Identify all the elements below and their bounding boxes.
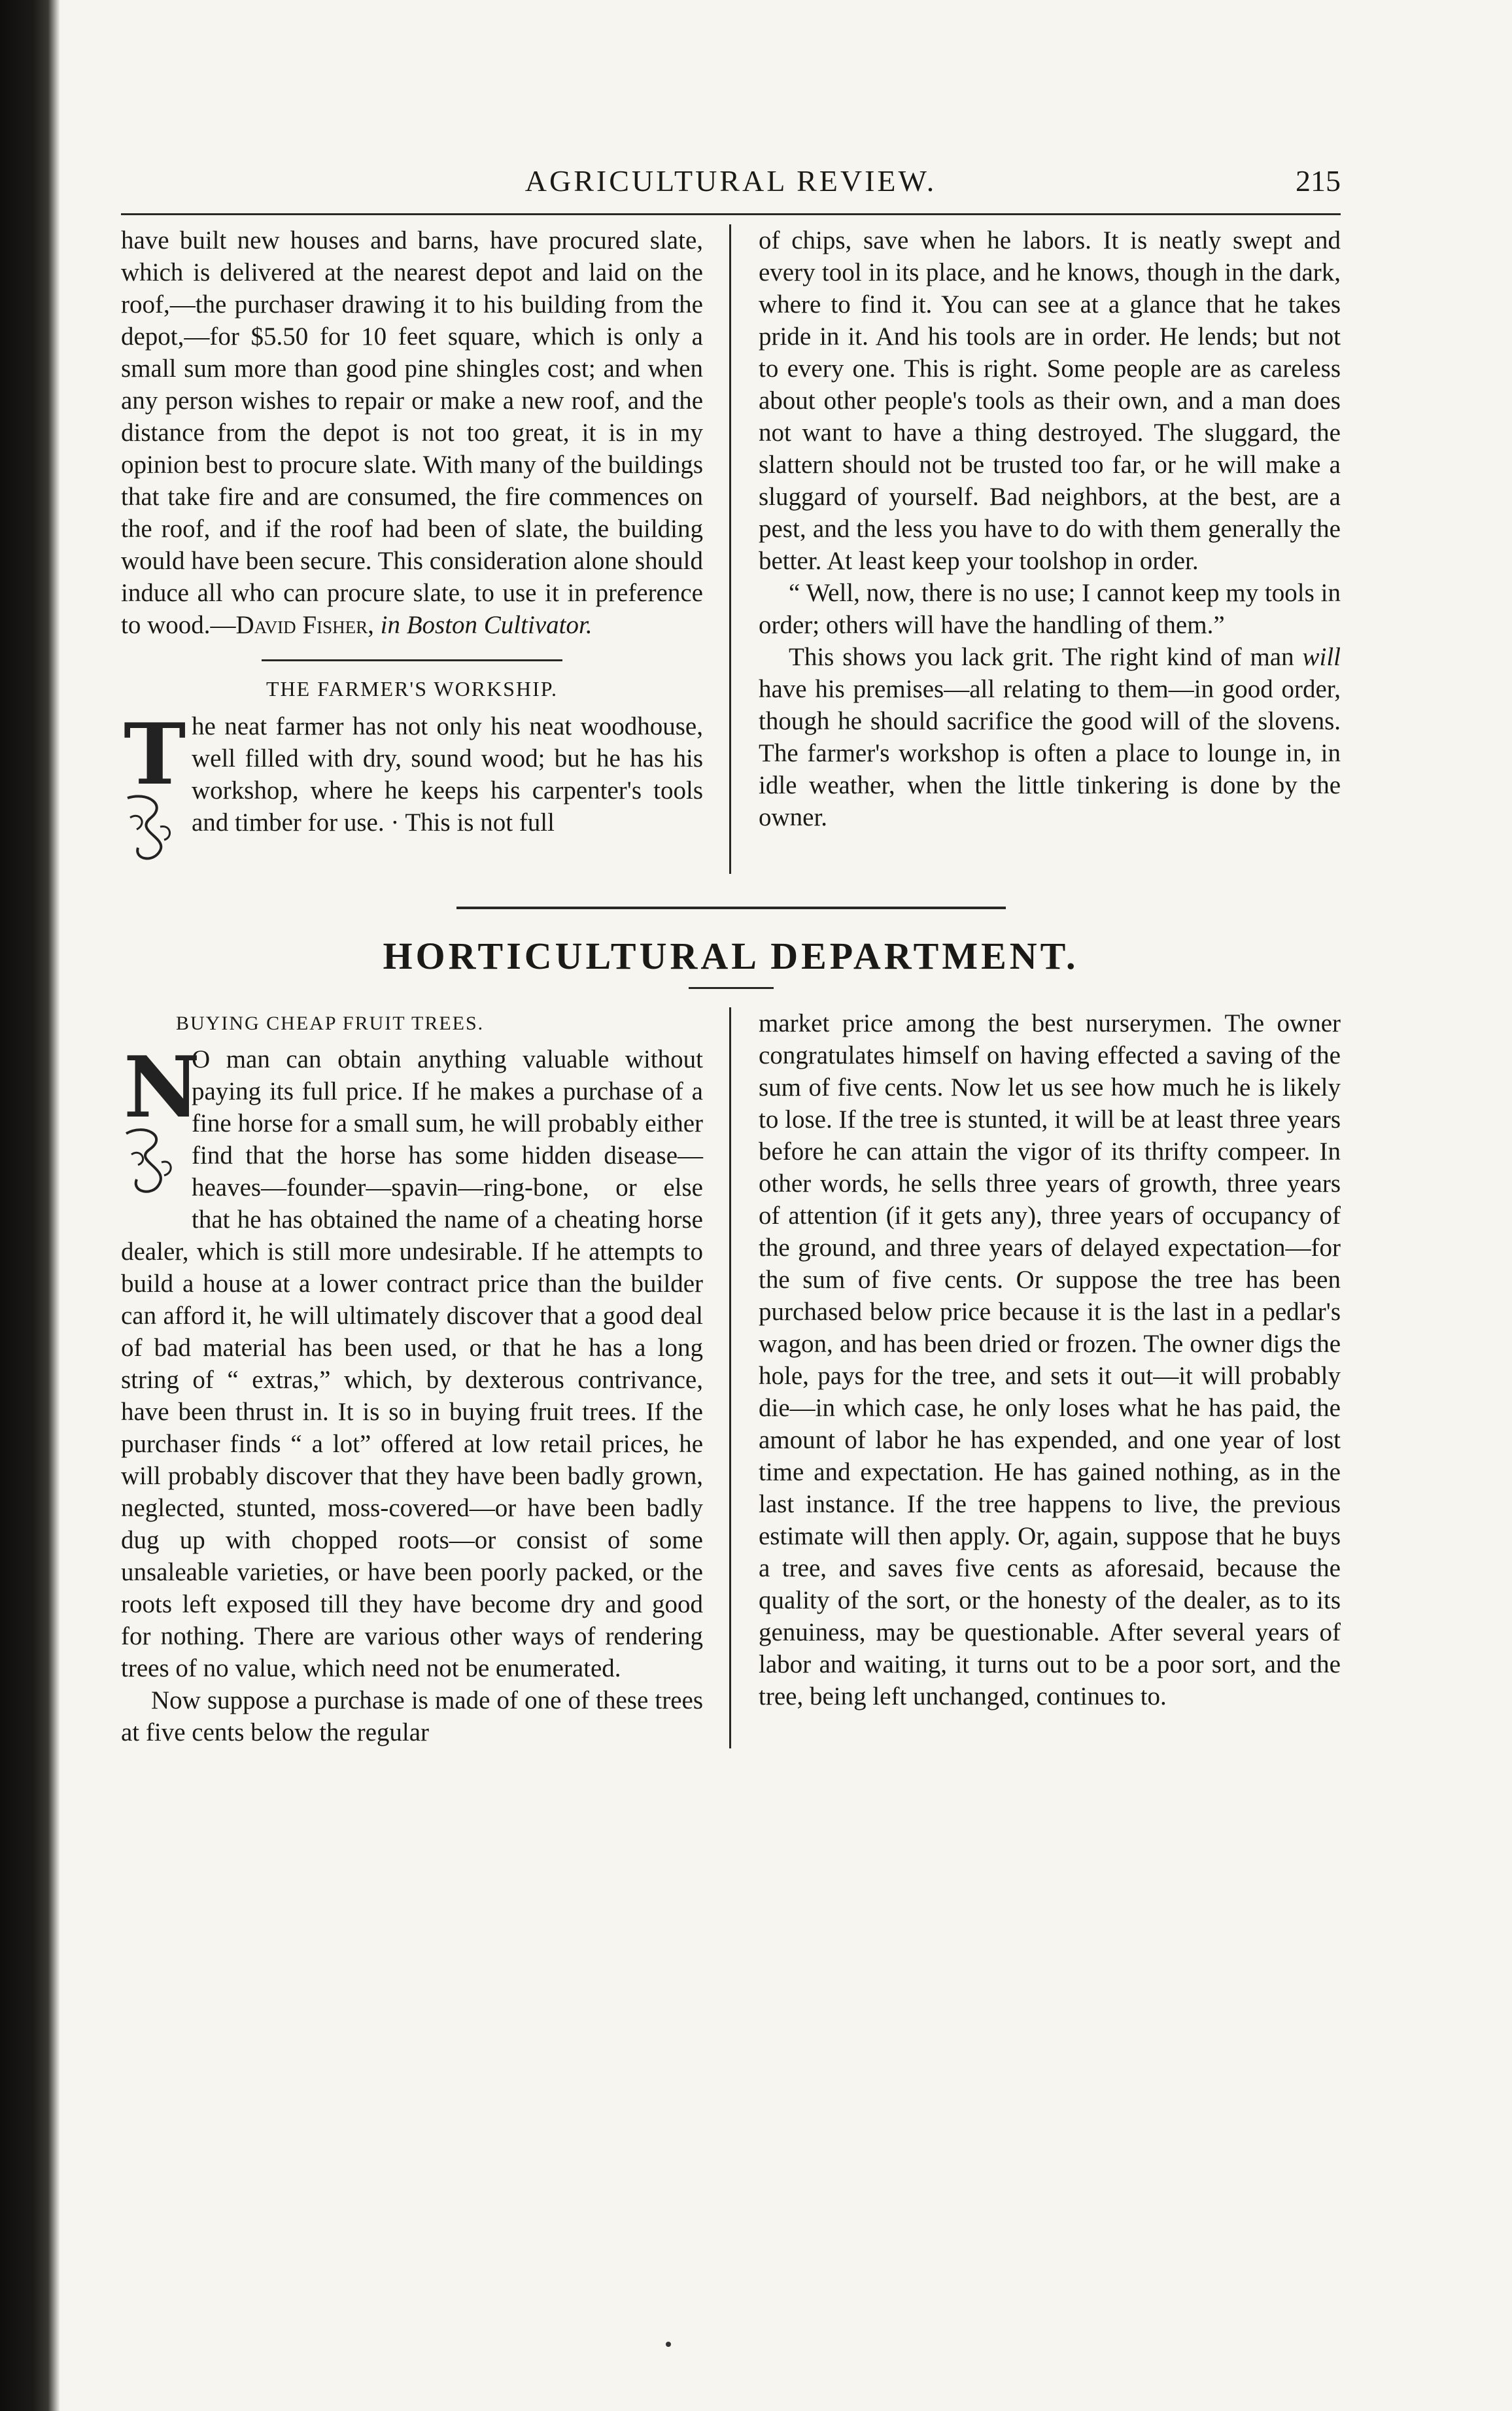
column-divider — [729, 1007, 731, 1748]
signature-author: —David Fisher, — [210, 611, 374, 639]
fruit-trees-paragraph-right: market price among the best nurserymen. The owner congratulates himself on having effected a saving of the sum of five cents. Now let us see how much he is likely to lose. If the tree is stunted, it will be at least three years before he can attain the vigor of its thrifty compeer. In other words, he sells three years of growth, three years of attention (if it gets any), three years of occupancy of the ground, and three years of delayed expectation—for the sum of five cents. Or suppose the tree has been purchased below price because it is the last in a pedlar's wagon, and has been dried or frozen. The owner digs the hole, pays for the tree, and sets it out—it will probably die—in which case, he only loses what he has paid, the amount of labor he has expended, and one year of lost time and expectation. He has gained nothing, as in the last instance. If the tree happens to live, the previous estimate will then apply. Or, again, suppose that he buys a tree, and saves five cents as aforesaid, because the quality of the sort, or the honesty of the dealer, as to its genuiness, may be questionable. After several years of labor and waiting, it turns out to be a poor sort, and the tree, being left unchanged, continues to. — [759, 1009, 1341, 1710]
flourish-icon — [121, 791, 181, 870]
ornamental-initial-t — [121, 706, 186, 874]
column-divider — [729, 224, 731, 874]
bottom-right-column — [759, 1007, 1341, 1748]
signature-source: in Boston Cultivator. — [373, 611, 593, 639]
section-divider — [262, 659, 562, 661]
page-mark — [666, 2342, 671, 2347]
department-underline — [689, 987, 774, 989]
slate-paragraph-text: have built new houses and barns, have procured slate, which is delivered at the nearest depot and laid on the roof,—the purchaser drawing it to his building from the depot,—for $5.50 for 10 feet square, which is only a small sum more than good pine shingles cost; and when any person wishes to repair or make a new roof, and the distance from the depot is not too great, it is in my opinion best to procure slate. With many of the buildings that take fire and are consumed, the fire commences on the roof, and if the roof had been of slate, the building would have been secure. This consideration alone should induce all who can procure slate, to use it in preference to wood. — [121, 226, 703, 639]
tools-paragraph-3-italic: will — [1302, 643, 1341, 671]
page — [121, 164, 1341, 1748]
department-rule — [456, 907, 1006, 909]
department-title: HORTICULTURAL DEPARTMENT. — [383, 935, 1079, 977]
workship-title: THE FARMER'S WORKSHIP. — [266, 677, 558, 701]
binding-edge — [0, 0, 60, 2411]
workship-text: he neat farmer has not only his neat woodhouse, well filled with dry, sound wood; but he has his workshop, where he keeps his carpenter's tools and timber for use. · This is not full — [192, 712, 703, 837]
ornamental-initial-n — [121, 1039, 200, 1207]
column-gutter-bottom — [703, 1007, 759, 1748]
top-columns — [121, 224, 1341, 874]
page-number: 215 — [1296, 164, 1341, 198]
top-right-column — [759, 224, 1341, 874]
column-gutter-top — [703, 224, 759, 874]
fruit-trees-paragraph-1: O man can obtain anything valuable without paying its full price. If he makes a purchase of a fine horse for a small sum, he will probably either find that the horse has some hidden disease—heaves—founder—spavin—ring-bone, or else that he has obtained the name of a cheating horse dealer, which is still more undesirable. If he attempts to build a house at a lower contract price than the builder can afford it, he will ultimately discover that a good deal of bad material has been used, or that he has a long string of “ extras,” which, by dexterous contrivance, have been thrust in. It is so in buying fruit trees. If the purchaser finds “ a lot” offered at low retail prices, he will probably discover that they have been badly grown, neglected, stunted, moss-covered—or have been badly dug up with chopped roots—or consist of some unsaleable varieties, or have been poorly packed, or the roots left exposed till they have become dry and good for nothing. There are various other ways of rendering trees of no value, which need not be enumerated. — [121, 1045, 703, 1682]
running-title: AGRICULTURAL REVIEW. — [524, 164, 937, 198]
dropcap-letter-n: N — [124, 1039, 200, 1137]
fruit-trees-paragraph-2: Now suppose a purchase is made of one of these trees at five cents below the regular — [121, 1686, 703, 1746]
fruit-trees-title: BUYING CHEAP FRUIT TREES. — [176, 1013, 485, 1034]
dropcap-letter: T — [124, 706, 186, 804]
bottom-columns — [121, 1007, 1341, 1748]
tools-paragraph-3 — [759, 641, 1341, 833]
workship-body — [121, 706, 703, 839]
tools-paragraph-3-a: This shows you lack grit. The right kind of man — [789, 643, 1303, 671]
flourish-icon — [121, 1124, 181, 1203]
slate-paragraph — [121, 224, 703, 641]
header-rule — [121, 213, 1341, 215]
top-left-column — [121, 224, 703, 874]
tools-paragraph-1: of chips, save when he labors. It is neatly swept and every tool in its place, and he knows, though in the dark, where to find it. You can see at a glance that he takes pride in it. And his tools are in order. He lends; but not to every one. This is right. Some people are as careless about other people's tools as their own, and a man does not want to have a thing destroyed. The sluggard, the slattern should not be trusted too far, or he will make a sluggard of yourself. Bad neighbors, at the best, are a pest, and the less you have to do with them generally the better. At least keep your toolshop in order. — [759, 226, 1341, 575]
bottom-left-column — [121, 1007, 703, 1748]
fruit-trees-body — [121, 1039, 703, 1684]
tools-paragraph-2: “ Well, now, there is no use; I cannot keep my tools in order; others will have the handling of them.” — [759, 579, 1341, 639]
tools-paragraph-3-b: have his premises—all relating to them—in good order, though he should sacrifice the good will of the slovens. The farmer's workshop is often a place to lounge in, in idle weather, when the little tinkering is done by the owner. — [759, 675, 1341, 831]
running-head — [121, 164, 1341, 208]
